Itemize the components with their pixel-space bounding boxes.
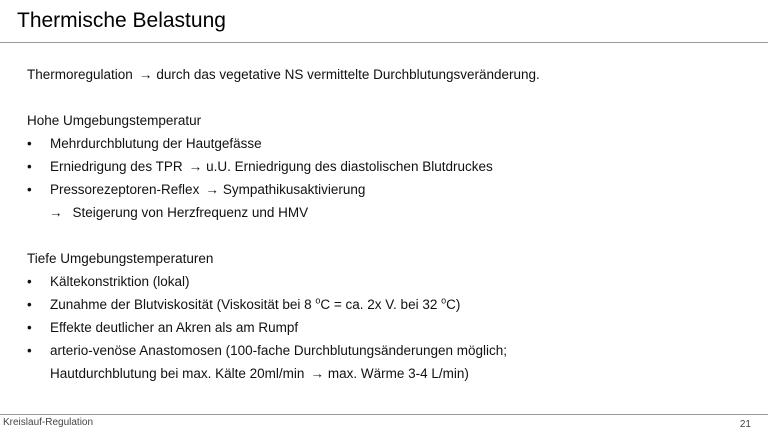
list-item (27, 296, 747, 319)
arrow-right-icon: → (49, 205, 63, 220)
list-item-text: Erniedrigung des TPR (50, 159, 183, 174)
degree-mark: o (315, 295, 321, 306)
bullet-icon: • (27, 182, 32, 197)
list-item-text: u.U. Erniedrigung des diastolischen Blutdruckes (206, 159, 493, 174)
list-item-text: C = ca. 2x V. bei 32 (320, 297, 442, 312)
slide-title: Thermische Belastung (17, 9, 226, 32)
title-divider (0, 42, 768, 43)
footer-label: Kreislauf-Regulation (3, 417, 94, 428)
intro-term: Thermoregulation (27, 67, 133, 82)
list-item (27, 135, 747, 158)
intro-line (27, 66, 747, 89)
spacer (27, 227, 747, 250)
sub-item-text: Steigerung von Herzfrequenz und HMV (72, 205, 309, 220)
slide-body (27, 66, 747, 388)
sub-item (27, 204, 747, 227)
bullet-icon: • (27, 159, 32, 174)
list-item-text: arterio-venöse Anastomosen (100-fache Durchblutungsänderungen möglich; (50, 343, 508, 358)
list-item-text: max. Wärme 3-4 L/min) (327, 366, 469, 381)
list-item-text: Pressorezeptoren-Reflex (50, 182, 200, 197)
list-item-text: Kältekonstriktion (lokal) (50, 274, 190, 289)
list-item (27, 181, 747, 204)
list-item-text: Effekte deutlicher an Akren als am Rumpf (50, 320, 299, 335)
arrow-right-icon: → (310, 366, 324, 381)
page-number: 21 (739, 419, 751, 430)
degree-mark: o (441, 295, 447, 306)
arrow-right-icon: → (138, 67, 153, 82)
bullet-icon: • (27, 343, 32, 358)
bullet-icon: • (27, 274, 32, 289)
list-item (27, 273, 747, 296)
list-item-text: Hautdurchblutung bei max. Kälte 20ml/min (50, 366, 305, 381)
list-item (27, 342, 747, 365)
spacer (27, 89, 747, 112)
list-item-text: Zunahme der Blutviskosität (Viskosität bei 8 (50, 297, 316, 312)
bullet-icon: • (27, 136, 32, 151)
list-item-text: Mehrdurchblutung der Hautgefässe (50, 136, 262, 151)
list-item (27, 319, 747, 342)
arrow-right-icon: → (188, 159, 203, 174)
intro-text: durch das vegetative NS vermittelte Durchblutungsveränderung. (156, 67, 540, 82)
low-heading: Tiefe Umgebungstemperaturen (27, 251, 214, 266)
bullet-icon: • (27, 320, 32, 335)
list-item-text: Sympathikusaktivierung (222, 182, 366, 197)
arrow-right-icon: → (205, 182, 219, 197)
list-item (27, 158, 747, 181)
list-item-text: C) (446, 297, 461, 312)
footer-divider (0, 414, 768, 415)
bullet-icon: • (27, 297, 32, 312)
high-heading: Hohe Umgebungstemperatur (27, 113, 202, 128)
list-item-continuation (27, 365, 747, 388)
